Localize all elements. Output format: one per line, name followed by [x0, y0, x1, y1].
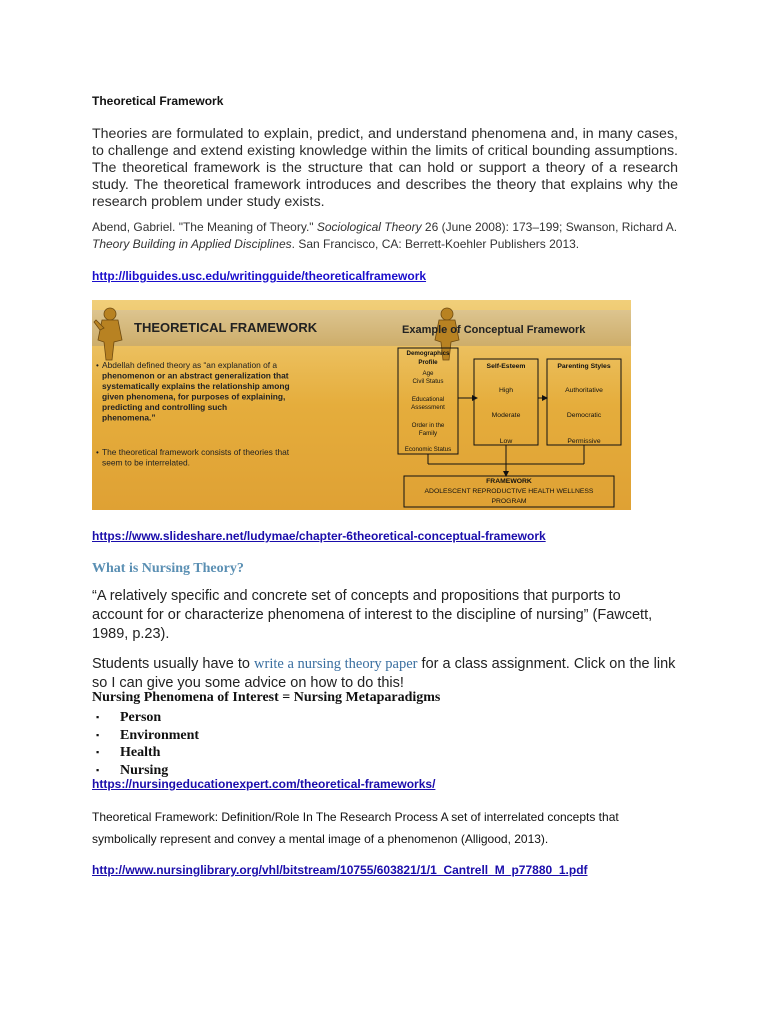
citation-part2: 26 (June 2008): 173–199; Swanson, Richard A.	[421, 220, 678, 234]
bullet-icon: ▪	[96, 712, 100, 722]
list-item	[96, 727, 199, 745]
metaparadigms-heading: Nursing Phenomena of Interest = Nursing Metaparadigms	[92, 690, 441, 705]
nursing-theory-heading: What is Nursing Theory?	[92, 561, 244, 576]
list-item-label: Person	[120, 710, 162, 725]
list-item	[96, 709, 199, 727]
citation-journal: Sociological Theory	[316, 220, 422, 234]
bullet-marker: •	[96, 448, 99, 457]
self-esteem-item: Low	[499, 438, 513, 445]
citation-part1: Abend, Gabriel. "The Meaning of Theory."	[92, 220, 317, 234]
page-title: Theoretical Framework	[92, 94, 224, 108]
students-paragraph	[92, 655, 682, 693]
parenting-styles-item: Authoritative	[565, 387, 603, 394]
demographics-item: Age	[422, 370, 434, 377]
usc-libguides-link[interactable]: http://libguides.usc.edu/writingguide/theoreticalframework	[92, 269, 427, 283]
nursing-education-expert-link[interactable]: https://nursingeducationexpert.com/theoretical-frameworks/	[92, 777, 436, 791]
bullet-icon: ▪	[96, 764, 100, 775]
students-text-before: Students usually have to	[92, 656, 255, 672]
bullet1-line5: predicting and controlling such	[102, 402, 228, 412]
bullet1-line6: phenomena.”	[102, 412, 156, 423]
demographics-item: Assessment	[411, 404, 445, 411]
list-item-label: Environment	[120, 727, 200, 743]
demographics-title: Demographics	[406, 350, 450, 357]
fawcett-quote: “A relatively specific and concrete set of concepts and propositions that purports to account for or characterize phenomena of interest to the discipline of nursing” (Fawcett, 1989, p.23).	[92, 588, 653, 642]
intro-paragraph: Theories are formulated to explain, predict, and understand phenomena and, in many cases, to challenge and extend existing knowledge within the limits of critical bounding assumptions. The theoretical framework is the structure that can hold or support a theory of a research study. The theoretical framework introduces and describes the theory that explains why the research problem under study exists.	[92, 126, 678, 210]
bullet-marker: •	[96, 361, 99, 370]
framework-line2: PROGRAM	[491, 498, 527, 505]
list-item	[96, 744, 199, 762]
demographics-subtitle: Profile	[418, 359, 438, 366]
list-item-label: Nursing	[120, 762, 169, 778]
bullet1-line4: given phenomena, for purposes of explaining,	[102, 391, 286, 402]
bullet1-line1: Abdellah defined theory as “an explanation of a	[102, 360, 278, 370]
bullet-icon: ▪	[96, 747, 100, 757]
bullet2-line1: The theoretical framework consists of theories that	[102, 447, 290, 457]
theoretical-framework-figure	[92, 300, 631, 510]
self-esteem-item: Moderate	[491, 412, 521, 419]
bullet2-line2: seem to be interrelated.	[102, 457, 190, 468]
metaparadigms-list	[96, 709, 199, 779]
parenting-styles-title: Parenting Styles	[557, 363, 611, 370]
figure-title-right: Example of Conceptual Framework	[402, 324, 586, 336]
self-esteem-item: High	[499, 387, 513, 394]
parenting-styles-item: Democratic	[566, 412, 602, 419]
list-item-label: Health	[120, 745, 161, 760]
parenting-styles-item: Permissive	[567, 438, 601, 445]
citation-book: Theory Building in Applied Disciplines	[92, 237, 292, 251]
bullet1-line3: systematically explains the relationship among	[102, 381, 290, 391]
figure-title-left: THEORETICAL FRAMEWORK	[134, 320, 318, 335]
bullet1-line2: phenomenon or an abstract generalization that	[102, 370, 289, 381]
demographics-item: Civil Status	[412, 378, 444, 385]
framework-line1: ADOLESCENT REPRODUCTIVE HEALTH WELLNESS	[424, 488, 594, 495]
citation	[92, 219, 678, 253]
nursing-theory-paper-link[interactable]: write a nursing theory paper	[254, 656, 418, 672]
demographics-item: Educational	[411, 396, 445, 403]
framework-title: FRAMEWORK	[486, 478, 532, 485]
demographics-item: Family	[418, 430, 438, 437]
bullet-icon: ▪	[96, 729, 100, 740]
slideshare-link[interactable]: https://www.slideshare.net/ludymae/chapter-6theoretical-conceptual-framework	[92, 529, 546, 543]
demographics-item: Economic Status	[404, 446, 452, 453]
framework-definition-paragraph: Theoretical Framework: Definition/Role In The Research Process A set of interrelated concepts that symbolically represent and convey a mental image of a phenomenon (Alligood, 2013).	[92, 810, 619, 846]
self-esteem-title: Self-Esteem	[486, 363, 526, 370]
demographics-item: Order in the	[411, 422, 445, 429]
citation-part3: . San Francisco, CA: Berrett-Koehler Publishers 2013.	[291, 237, 580, 251]
students-text-after: for a class assignment. Click on the link so I can give you some advice on how to do this!	[92, 656, 676, 691]
nursing-library-pdf-link[interactable]: http://www.nursinglibrary.org/vhl/bitstream/10755/603821/1/1_Cantrell_M_p77880_1.pdf	[92, 863, 588, 877]
